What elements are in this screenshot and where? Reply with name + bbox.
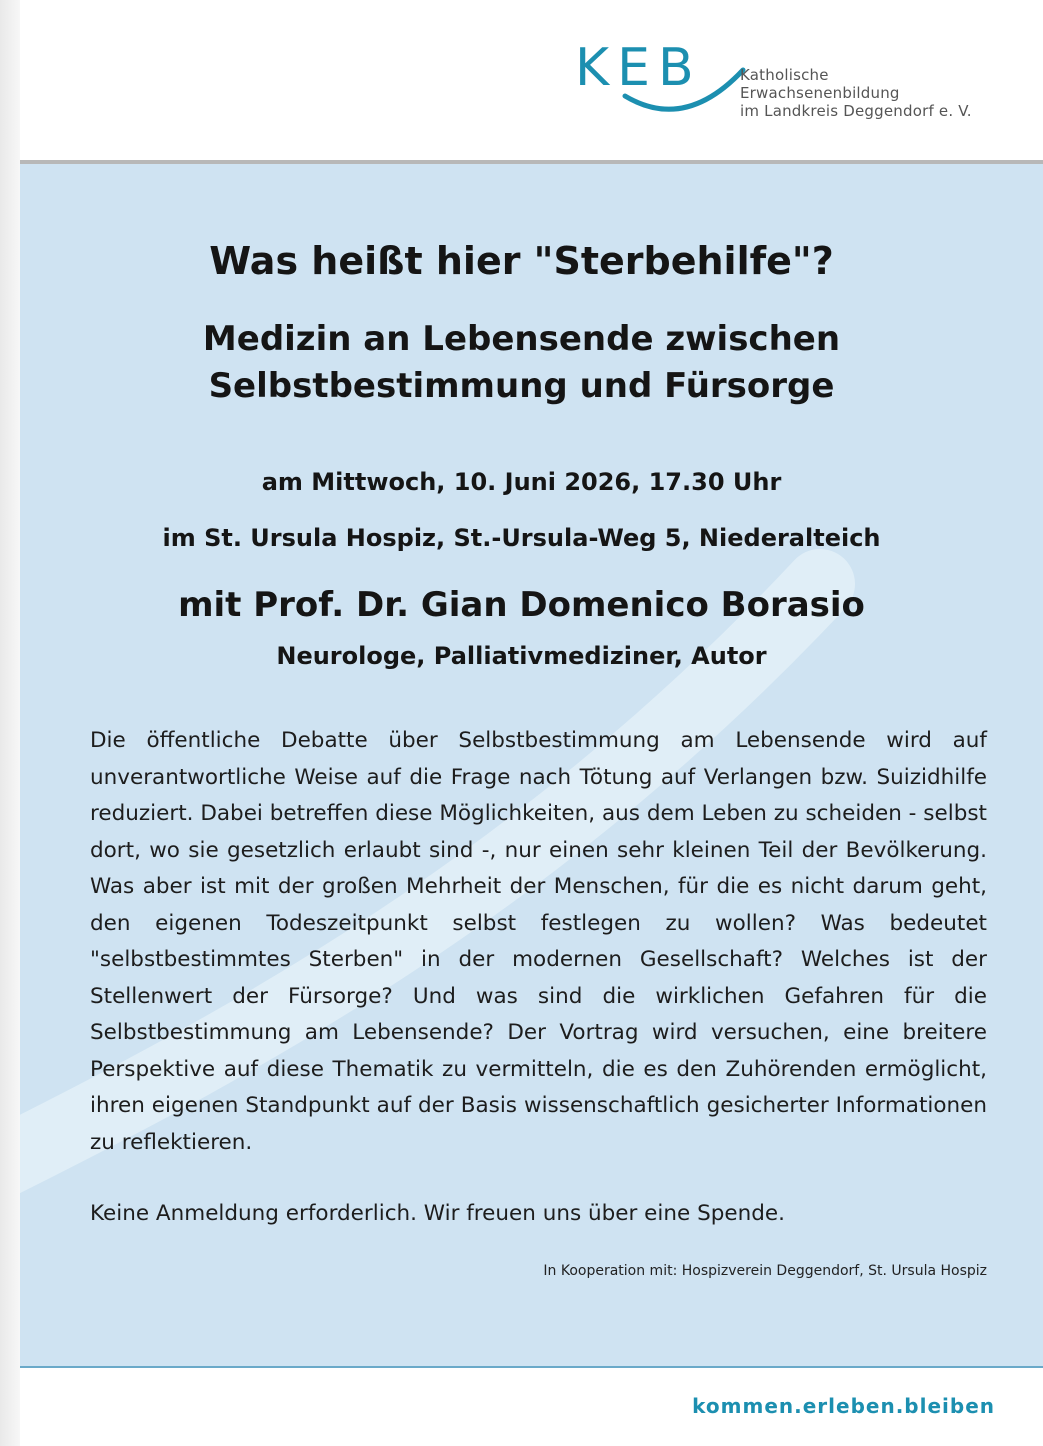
footer-tagline: kommen.erleben.bleiben	[692, 1394, 995, 1418]
organization-name-line1: Katholische	[740, 66, 829, 84]
event-title: Was heißt hier "Sterbehilfe"?	[209, 239, 834, 283]
event-date: am Mittwoch, 10. Juni 2026, 17.30 Uhr	[261, 468, 782, 496]
event-description	[90, 723, 987, 1161]
closing-note: Keine Anmeldung erforderlich. Wir freuen uns über eine Spende.	[90, 1201, 785, 1226]
keb-logo-icon	[565, 30, 765, 130]
event-subtitle	[0, 316, 1043, 410]
event-subtitle-line1: Medizin an Lebensende zwischen	[202, 319, 841, 359]
cooperation-note: In Kooperation mit: Hospizverein Deggendorf, St. Ursula Hospiz	[543, 1263, 987, 1279]
organization-name-line3: im Landkreis Deggendorf e. V.	[740, 102, 972, 120]
event-subtitle-line2: Selbstbestimmung und Fürsorge	[208, 366, 835, 406]
description-paragraph: Die öffentliche Debatte über Selbstbestimmung am Lebensende wird auf unverantwortliche Weise auf die Frage nach Tötung auf Verlangen bzw. Suizidhilfe reduziert. Dabei betreffen diese Möglichkeiten, aus dem Leben zu scheiden - selbst dort, wo sie gesetzlich erlaubt sind -, nur einen sehr kleinen Teil der Bevölkerung. Was aber ist mit der großen Mehrheit der Menschen, für die es nicht darum geht, den eigenen Todeszeitpunkt selbst festlegen zu wollen? Was bedeutet "selbstbestimmtes Sterben" in der modernen Gesellschaft? Welches ist der Stellenwert der Fürsorge? Und was sind die wirklichen Gefahren für die Selbstbestimmung am Lebensende? Der Vortrag wird versuchen, eine breitere Perspektive auf diese Thematik zu vermitteln, die es den Zuhörenden ermöglicht, ihren eigenen Standpunkt auf der Basis wissenschaftlich gesicherter Informationen zu reflektieren.	[90, 728, 987, 1155]
speaker-role: Neurologe, Palliativmediziner, Autor	[276, 642, 767, 670]
organization-name-line2: Erwachsenenbildung	[740, 84, 900, 102]
keb-logo-letters: KEB	[575, 38, 702, 98]
header	[20, 0, 1043, 160]
event-speaker: mit Prof. Dr. Gian Domenico Borasio	[178, 585, 865, 625]
footer-divider	[20, 1366, 1043, 1368]
event-venue: im St. Ursula Hospiz, St.-Ursula-Weg 5, Niederalteich	[162, 524, 881, 552]
organization-name	[740, 66, 972, 120]
page-edge-shadow	[0, 0, 20, 1446]
